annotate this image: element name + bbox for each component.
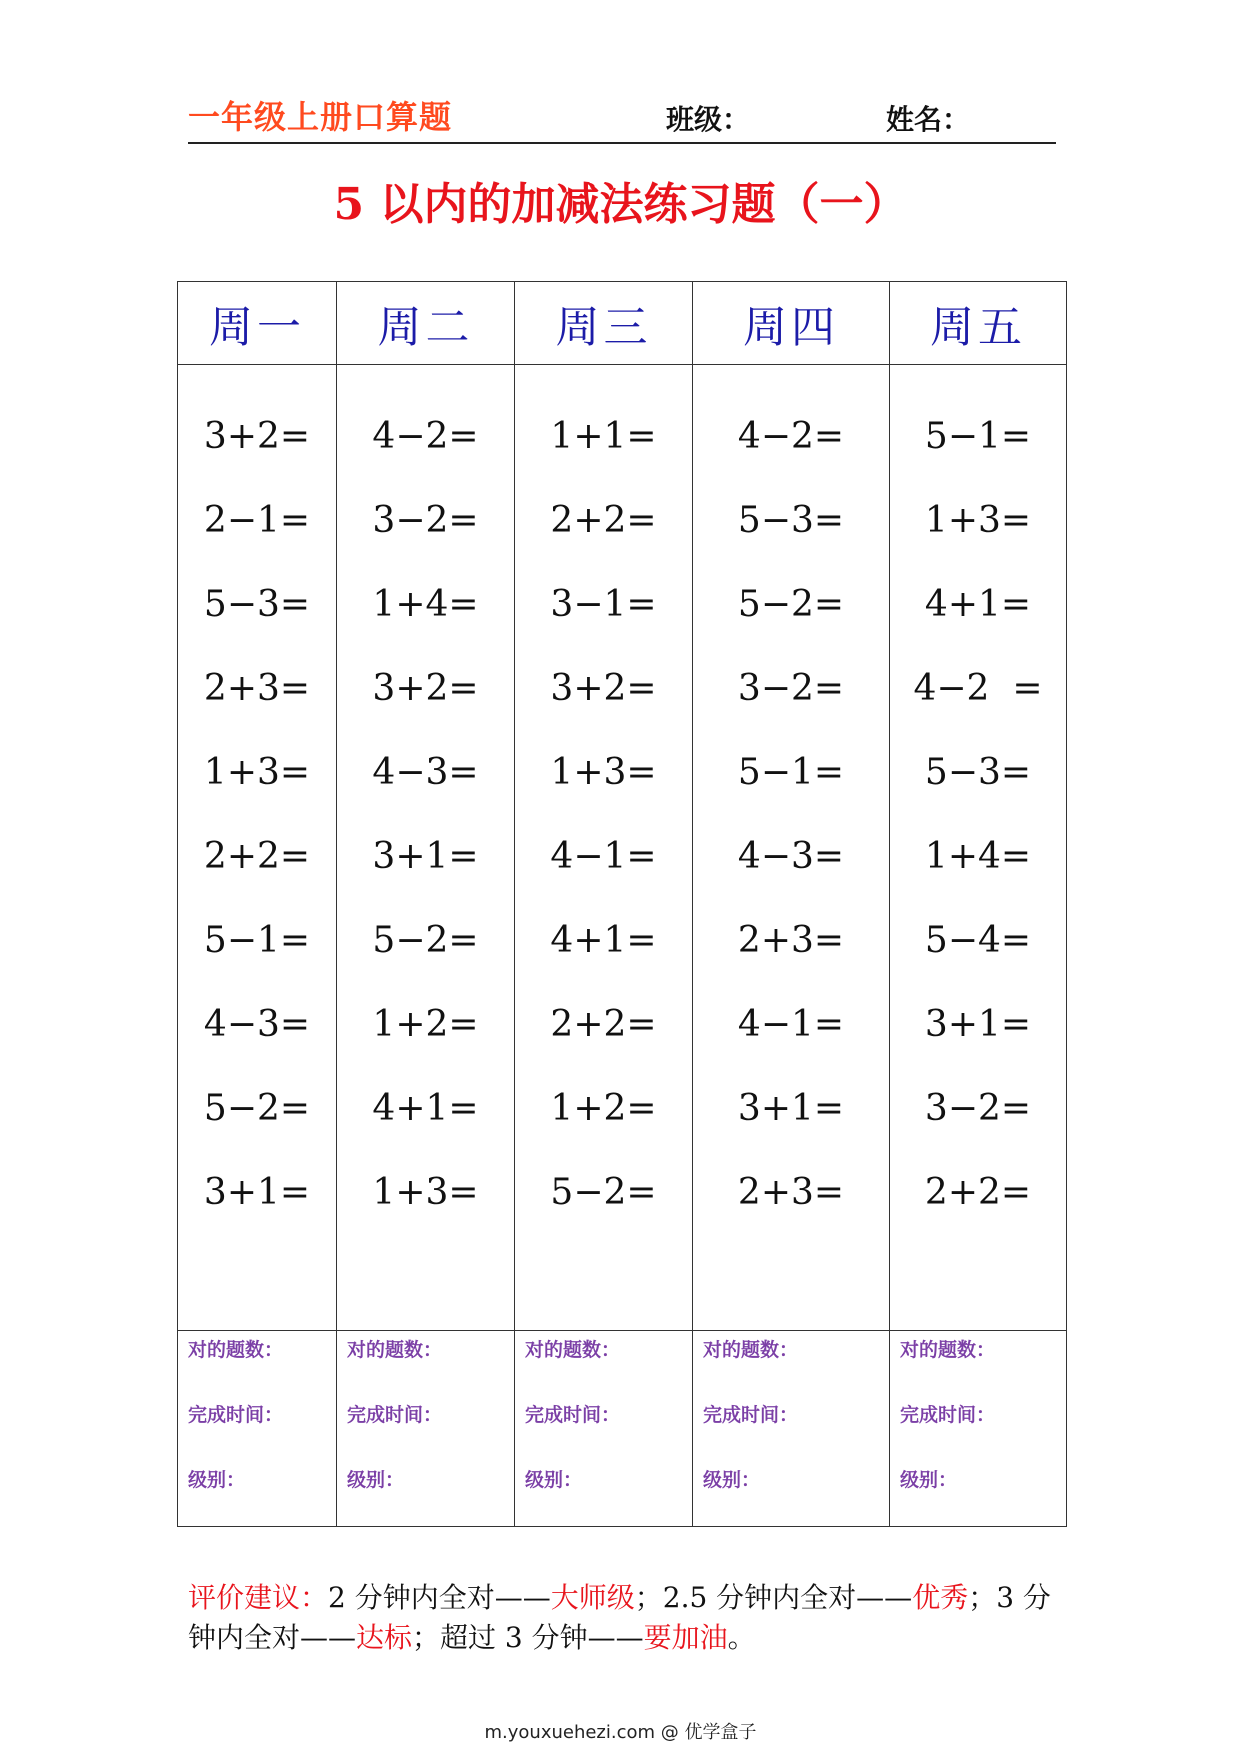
practice-table [177,281,1067,1527]
result-cell [337,1331,515,1527]
result-cell [178,1331,337,1527]
book-title: 一年级上册口算题 [188,98,453,136]
problem: 3+2= [550,668,657,709]
problem: 5−2= [550,1172,657,1213]
header-divider [188,142,1056,144]
problem: 5−3= [924,752,1032,793]
problem-column [693,365,890,1331]
problem: 2+2= [203,836,311,877]
problem: 2+2= [924,1172,1032,1213]
problem: 2−1= [203,500,311,541]
problem: 5−1= [924,416,1032,457]
problem: 3+1= [924,1004,1032,1045]
problem: 1+2= [550,1088,657,1129]
problem: 3−2= [737,668,845,709]
problem: 1+1= [550,416,657,457]
problem: 4−3= [372,752,479,793]
day-header: 周五 [890,282,1067,365]
advice-label: 评价建议： [188,1581,329,1614]
result-cell [693,1331,890,1527]
advice-text: ；2.5 分钟内全对—— [634,1581,913,1614]
problem: 4+1= [550,920,657,961]
problem: 3−2= [924,1088,1032,1129]
problem: 3+1= [372,836,479,877]
day-header-row [178,282,1067,365]
problem: 1+3= [372,1172,479,1213]
problem: 4−1= [737,1004,845,1045]
problem-column [337,365,515,1331]
footer-source: m.youxuehezi.com @ 优学盒子 [484,1722,757,1743]
problem: 3+1= [203,1172,311,1213]
grade-pass: 达标 [356,1621,413,1654]
problem: 4+1= [924,584,1032,625]
level-label: 级别： [703,1469,761,1491]
problem: 5−2= [737,584,845,625]
advice-text: 2 分钟内全对—— [328,1581,551,1614]
problems-row [178,365,1067,1331]
problem: 5−1= [203,920,311,961]
correct-count-label: 对的题数： [525,1339,621,1361]
problem: 3−1= [550,584,657,625]
problem: 1+4= [924,836,1032,877]
level-label: 级别： [347,1469,405,1491]
problem: 5−3= [203,584,311,625]
level-label: 级别： [525,1469,583,1491]
finish-time-label: 完成时间： [347,1404,443,1426]
problem: 3+2= [372,668,479,709]
problem: 1+3= [550,752,657,793]
correct-count-label: 对的题数： [188,1339,284,1361]
advice-text: ；超过 3 分钟—— [412,1621,644,1654]
problem: 4−3= [203,1004,311,1045]
problem: 1+4= [372,584,479,625]
problem: 4−3= [737,836,845,877]
problem: 1+3= [924,500,1032,541]
problem: 3+1= [737,1088,845,1129]
problem: 2+2= [550,1004,657,1045]
problem: 1+2= [372,1004,479,1045]
level-label: 级别： [900,1469,958,1491]
finish-time-label: 完成时间： [525,1404,621,1426]
grade-excellent: 优秀 [912,1581,969,1614]
level-label: 级别： [188,1469,246,1491]
result-cell [890,1331,1067,1527]
problem: 4+1= [372,1088,479,1129]
correct-count-label: 对的题数： [703,1339,799,1361]
problem-column [515,365,693,1331]
finish-time-label: 完成时间： [703,1404,799,1426]
problem: 2+2= [550,500,657,541]
grade-master: 大师级 [550,1581,635,1614]
problem: 5−2= [203,1088,311,1129]
day-header: 周二 [337,282,515,365]
page-title: 5 以内的加减法练习题（一） [333,179,908,230]
problem: 5−3= [737,500,845,541]
problem: 1+3= [203,752,311,793]
day-header: 周一 [178,282,337,365]
correct-count-label: 对的题数： [900,1339,996,1361]
problem: 3−2= [372,500,479,541]
finish-time-label: 完成时间： [900,1404,996,1426]
problem: 4−2= [372,416,479,457]
grade-try-harder: 要加油 [643,1621,728,1654]
problem: 2+3= [203,668,311,709]
evaluation-advice [188,1578,1068,1658]
problem: 5−4= [924,920,1032,961]
problem: 5−1= [737,752,845,793]
problem: 3+2= [203,416,311,457]
advice-text: ；3 分钟内全对—— [188,1581,1051,1654]
day-header: 周三 [515,282,693,365]
problem-column [178,365,337,1331]
results-row [178,1331,1067,1527]
day-header: 周四 [693,282,890,365]
problem: 5−2= [372,920,479,961]
name-label: 姓名： [886,103,971,136]
result-cell [515,1331,693,1527]
advice-end: 。 [727,1621,756,1654]
problem: 2+3= [737,1172,845,1213]
finish-time-label: 完成时间： [188,1404,284,1426]
problem-column [890,365,1067,1331]
problem: 4−2 = [913,668,1043,709]
correct-count-label: 对的题数： [347,1339,443,1361]
problem: 4−2= [737,416,845,457]
problem: 4−1= [550,836,657,877]
class-label: 班级： [666,103,751,136]
problem: 2+3= [737,920,845,961]
